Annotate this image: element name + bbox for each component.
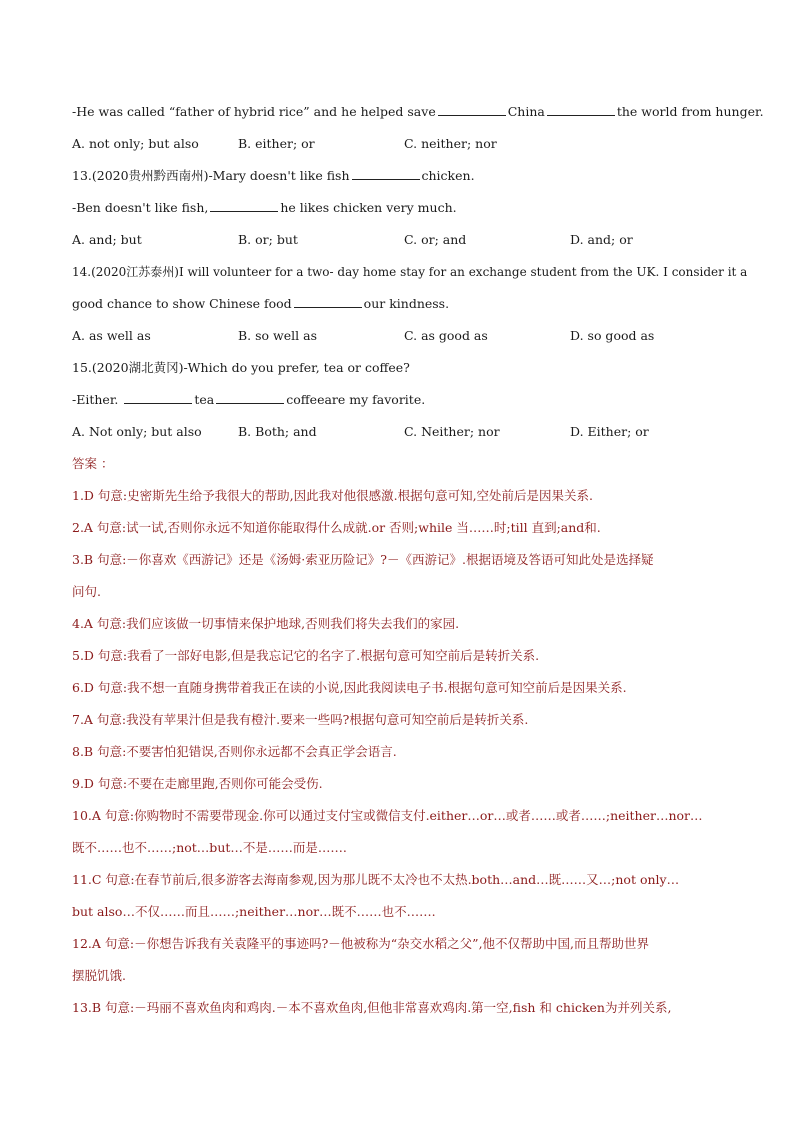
option-d: D. and; or — [570, 232, 633, 247]
answer-line: 6.D 句意:我不想一直随身携带着我正在读的小说,因此我阅读电子书.根据句意可知空前后是因果关系. — [72, 680, 627, 695]
worksheet-page — [72, 96, 764, 1024]
answer-line: 9.D 句意:不要在走廊里跑,否则你可能会受伤. — [72, 776, 323, 791]
answer-line: 5.D 句意:我看了一部好电影,但是我忘记它的名字了.根据句意可知空前后是转折关系. — [72, 648, 540, 663]
answer-blank — [210, 196, 278, 212]
option-c: C. neither; nor — [404, 136, 497, 151]
stem-part: 14.(2020江苏泰州)I will volunteer for a two- day home stay for an exchange student from the UK. I consider it a — [72, 265, 748, 279]
answer-line: 10.A 句意:你购物时不需要带现金.你可以通过支付宝或微信支付.either…or…或者……或者……;neither…nor… — [72, 808, 703, 823]
question-15-stem-2 — [72, 384, 732, 416]
answer-line: 12.A 句意:－你想告诉我有关袁隆平的事迹吗?－他被称为“杂交水稻之父”,他不仅帮助中国,而且帮助世界 — [72, 936, 650, 951]
answer-blank — [294, 292, 362, 308]
question-15-stem-1 — [72, 352, 732, 384]
stem-part: tea — [194, 392, 215, 407]
answer-line: 13.B 句意:－玛丽不喜欢鱼肉和鸡肉.－本不喜欢鱼肉,但他非常喜欢鸡肉.第一空,fish 和 chicken为并列关系, — [72, 1000, 672, 1015]
answer-line: but also…不仅……而且……;neither…nor…既不……也不……. — [72, 904, 436, 919]
stem-part: he likes chicken very much. — [280, 200, 457, 215]
answer-blank — [438, 100, 506, 116]
option-a: A. Not only; but also — [72, 424, 202, 439]
option-a: A. and; but — [72, 232, 142, 247]
answer-blank — [124, 388, 192, 404]
answer-line: 11.C 句意:在春节前后,很多游客去海南参观,因为那儿既不太冷也不太热.both…and…既……又…;not only… — [72, 872, 680, 887]
stem-part: -He was called “father of hybrid rice” and he helped save — [72, 104, 436, 119]
stem-part: the world from hunger. — [616, 104, 764, 119]
answer-line: 摆脱饥饿. — [72, 968, 126, 983]
option-a: A. as well as — [72, 328, 151, 343]
answer-blank — [352, 164, 420, 180]
stem-part: chicken. — [421, 168, 475, 183]
option-d: D. so good as — [570, 328, 655, 343]
answer-blank — [547, 100, 615, 116]
stem-part: 13.(2020贵州黔西南州)-Mary doesn't like fish — [72, 168, 350, 183]
stem-part: -Either. — [72, 392, 119, 407]
stem-part: good chance to show Chinese food — [72, 296, 292, 311]
question-14-options — [72, 320, 732, 352]
option-d: D. Either; or — [570, 424, 649, 439]
question-13-stem-1 — [72, 160, 732, 192]
option-b: B. either; or — [238, 136, 315, 151]
answer-line: 8.B 句意:不要害怕犯错误,否则你永远都不会真正学会语言. — [72, 744, 397, 759]
question-12-stem — [72, 96, 764, 128]
answer-line: 问句. — [72, 584, 101, 599]
answer-line: 既不……也不……;not…but…不是……而是……. — [72, 840, 347, 855]
answer-line: 7.A 句意:我没有苹果汁但是我有橙汁.要来一些吗?根据句意可知空前后是转折关系. — [72, 712, 529, 727]
option-a: A. not only; but also — [72, 136, 199, 151]
question-13-stem-2 — [72, 192, 732, 224]
answer-line: 1.D 句意:史密斯先生给予我很大的帮助,因此我对他很感激.根据句意可知,空处前后是因果关系. — [72, 488, 594, 503]
stem-part: 15.(2020湖北黄冈)-Which do you prefer, tea or coffee? — [72, 360, 410, 375]
question-14-stem-2 — [72, 288, 732, 320]
answer-blank — [216, 388, 284, 404]
stem-part: coffeeare my favorite. — [286, 392, 426, 407]
question-14-stem-1 — [72, 256, 748, 288]
stem-part: our kindness. — [363, 296, 450, 311]
answer-line: 3.B 句意:－你喜欢《西游记》还是《汤姆·索亚历险记》?－《西游记》.根据语境及答语可知此处是选择疑 — [72, 552, 654, 567]
answer-line: 4.A 句意:我们应该做一切事情来保护地球,否则我们将失去我们的家园. — [72, 616, 460, 631]
question-15-options — [72, 416, 732, 448]
option-b: B. so well as — [238, 328, 317, 343]
option-c: C. or; and — [404, 232, 467, 247]
question-13-options — [72, 224, 732, 256]
answers-list — [72, 480, 732, 1024]
question-12-options — [72, 128, 732, 160]
stem-part: -Ben doesn't like fish, — [72, 200, 209, 215]
answer-line: 2.A 句意:试一试,否则你永远不知道你能取得什么成就.or 否则;while 当……时;till 直到;and和. — [72, 520, 601, 535]
option-c: C. Neither; nor — [404, 424, 500, 439]
stem-part: China — [507, 104, 545, 119]
option-c: C. as good as — [404, 328, 488, 343]
option-b: B. or; but — [238, 232, 298, 247]
answers-heading: 答案 ： — [72, 456, 114, 471]
option-b: B. Both; and — [238, 424, 317, 439]
